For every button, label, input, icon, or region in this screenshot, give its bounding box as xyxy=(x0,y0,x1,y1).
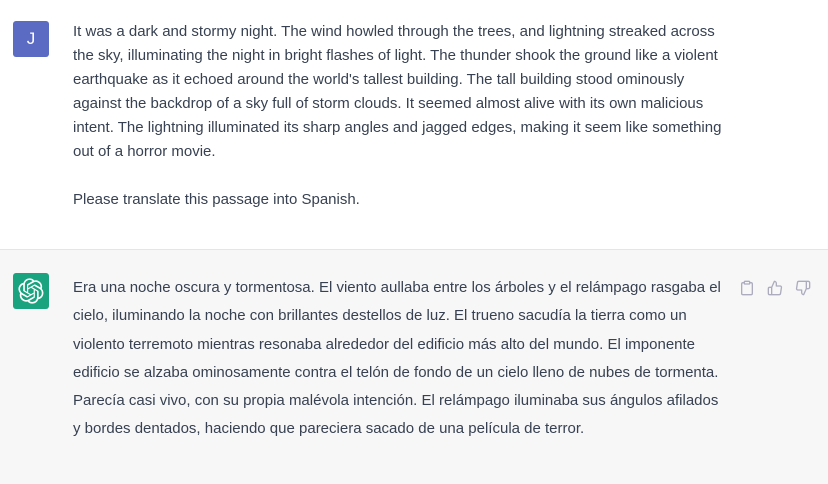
thumbs-up-button[interactable] xyxy=(766,279,783,296)
thumbs-down-button[interactable] xyxy=(794,279,811,296)
copy-button[interactable] xyxy=(738,279,755,296)
openai-logo-icon xyxy=(18,278,44,304)
message-actions xyxy=(738,279,811,296)
user-message-text xyxy=(73,20,733,212)
user-avatar xyxy=(13,21,49,57)
assistant-message xyxy=(0,249,828,484)
user-message-paragraph: It was a dark and stormy night. The wind howled through the trees, and lightning streaked across the sky, illuminating the night in bright flashes of light. The thunder shook the ground like a violent earthquake as it echoed around the world's tallest building. The tall building stood ominously against the backdrop of a sky full of storm clouds. It seemed almost alive with its own malicious intent. The lightning illuminated its sharp angles and jagged edges, making it seem like something out of a horror movie. xyxy=(73,23,722,160)
thumbs-up-icon xyxy=(767,280,783,296)
assistant-message-paragraph: Era una noche oscura y tormentosa. El viento aullaba entre los árboles y el relámpago rasgaba el cielo, iluminando la noche con brillantes destellos de luz. El trueno sacudía la tierra como un violento terremoto mientras resonaba alrededor del edificio más alto del mundo. El imponente edificio se alzaba ominosamente contra el telón de fondo de un cielo lleno de nubes de tormenta. Parecía casi vivo, con su propia malévola intención. El relámpago iluminaba sus ángulos afilados y bordes dentados, haciendo que pareciera sacado de una película de terror. xyxy=(73,279,721,438)
assistant-avatar xyxy=(13,273,49,309)
clipboard-icon xyxy=(739,280,755,296)
assistant-message-text xyxy=(73,274,728,444)
user-avatar-initial: J xyxy=(26,29,36,48)
user-message-paragraph: Please translate this passage into Spanish. xyxy=(73,191,360,208)
thumbs-down-icon xyxy=(795,280,811,296)
